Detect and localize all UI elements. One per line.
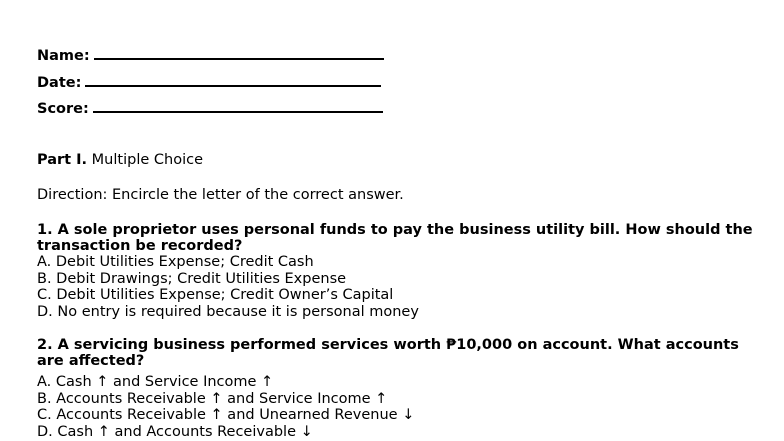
answer-option: A. Debit Utilities Expense; Credit Cash <box>37 254 314 270</box>
score-label: Score: <box>37 101 89 117</box>
name-label: Name: <box>37 48 90 64</box>
date-label: Date: <box>37 75 82 91</box>
direction-text: Direction: Encircle the letter of the correct answer. <box>37 187 404 203</box>
date-field <box>37 72 381 92</box>
part-label: Part I. <box>37 152 88 168</box>
answer-option: C. Accounts Receivable ↑ and Unearned Revenue ↓ <box>37 407 415 423</box>
score-field <box>37 98 383 118</box>
answer-option: D. Cash ↑ and Accounts Receivable ↓ <box>37 423 313 440</box>
score-blank-line <box>93 98 383 113</box>
part-title: Multiple Choice <box>91 152 203 168</box>
question-text: 2. A servicing business performed services worth ₱10,000 on account. What accounts are affected? <box>37 337 739 369</box>
answer-option: A. Cash ↑ and Service Income ↑ <box>37 374 274 390</box>
answer-option: B. Accounts Receivable ↑ and Service Income ↑ <box>37 390 388 407</box>
question-block-1 <box>37 222 757 320</box>
name-blank-line <box>94 45 384 60</box>
answer-option: B. Debit Drawings; Credit Utilities Expense <box>37 270 347 287</box>
question-text: 1. A sole proprietor uses personal funds to pay the business utility bill. How should the transaction be recorded? <box>37 222 753 254</box>
answer-option: C. Debit Utilities Expense; Credit Owner’s Capital <box>37 287 394 303</box>
question-block-2 <box>37 337 757 440</box>
name-field <box>37 45 384 65</box>
part-heading <box>37 152 757 169</box>
answer-option: D. No entry is required because it is personal money <box>37 303 419 320</box>
date-blank-line <box>85 72 381 87</box>
